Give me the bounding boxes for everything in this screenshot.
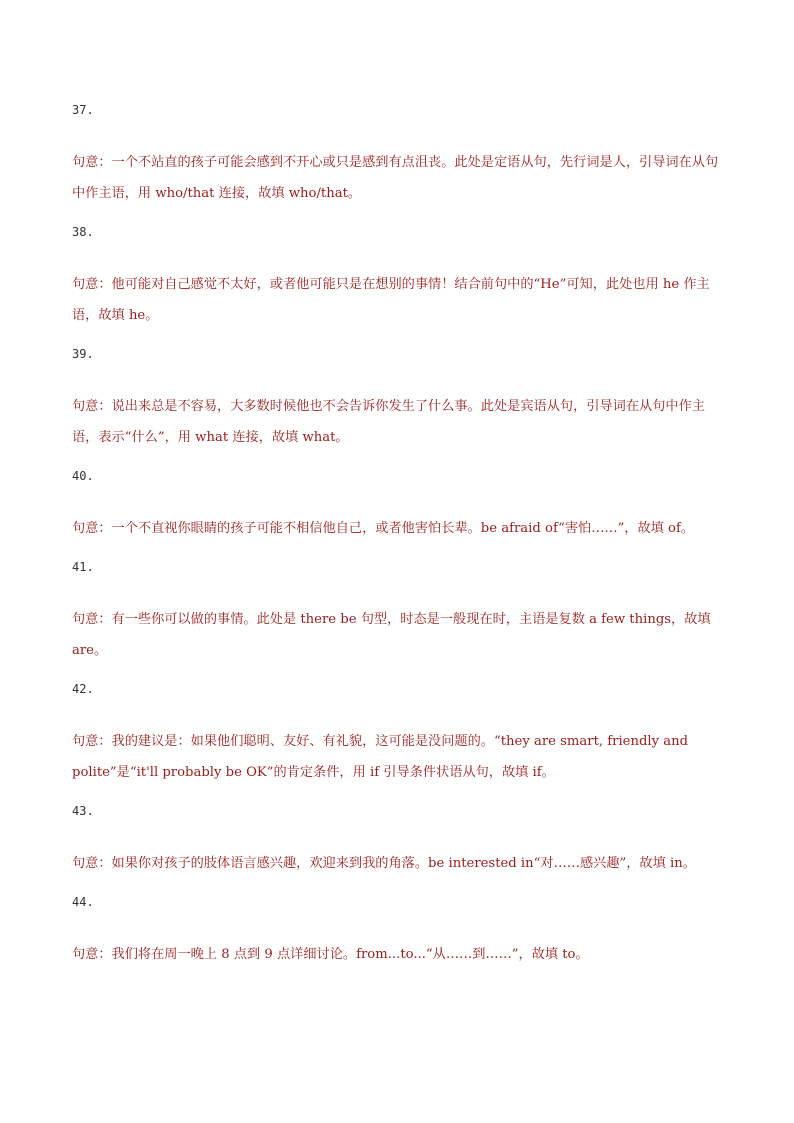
question-number: 39. bbox=[72, 347, 94, 361]
explanation-text: 句意：说出来总是不容易，大多数时候他也不会告诉你发生了什么事。此处是宾语从句，引导词在从句中作主语，表示“什么”，用 what 连接，故填 what。 bbox=[72, 399, 705, 445]
question-number: 38. bbox=[72, 225, 94, 239]
explanation-text: 句意：一个不站直的孩子可能会感到不开心或只是感到有点沮丧。此处是定语从句，先行词是人，引导词在从句中作主语，用 who/that 连接，故填 who/that。 bbox=[72, 155, 719, 201]
question-number: 41. bbox=[72, 560, 94, 574]
question-number: 40. bbox=[72, 469, 94, 483]
question-number: 43. bbox=[72, 804, 94, 818]
explanation-text: 句意：我的建议是：如果他们聪明、友好、有礼貌，这可能是没问题的。“they are smart, friendly and polite”是“it'll probably be OK”的肯定条件，用 if 引导条件状语从句，故填 if。 bbox=[72, 734, 689, 780]
question-number: 42. bbox=[72, 682, 94, 696]
explanation-text: 句意：他可能对自己感觉不太好，或者他可能只是在想别的事情！结合前句中的“He”可知，此处也用 he 作主语，故填 he。 bbox=[72, 277, 710, 323]
explanation-text: 句意：我们将在周一晚上 8 点到 9 点详细讨论。from...to...“从……到……”，故填 to。 bbox=[72, 947, 589, 962]
explanation-text: 句意：如果你对孩子的肢体语言感兴趣，欢迎来到我的角落。be interested in“对……感兴趣”，故填 in。 bbox=[72, 856, 696, 871]
explanation-text: 句意：有一些你可以做的事情。此处是 there be 句型，时态是一般现在时，主语是复数 a few things，故填 are。 bbox=[72, 612, 711, 658]
explanation-text: 句意：一个不直视你眼睛的孩子可能不相信他自己，或者他害怕长辈。be afraid of“害怕……”，故填 of。 bbox=[72, 521, 695, 536]
question-number: 37. bbox=[72, 103, 94, 117]
question-number: 44. bbox=[72, 895, 94, 909]
